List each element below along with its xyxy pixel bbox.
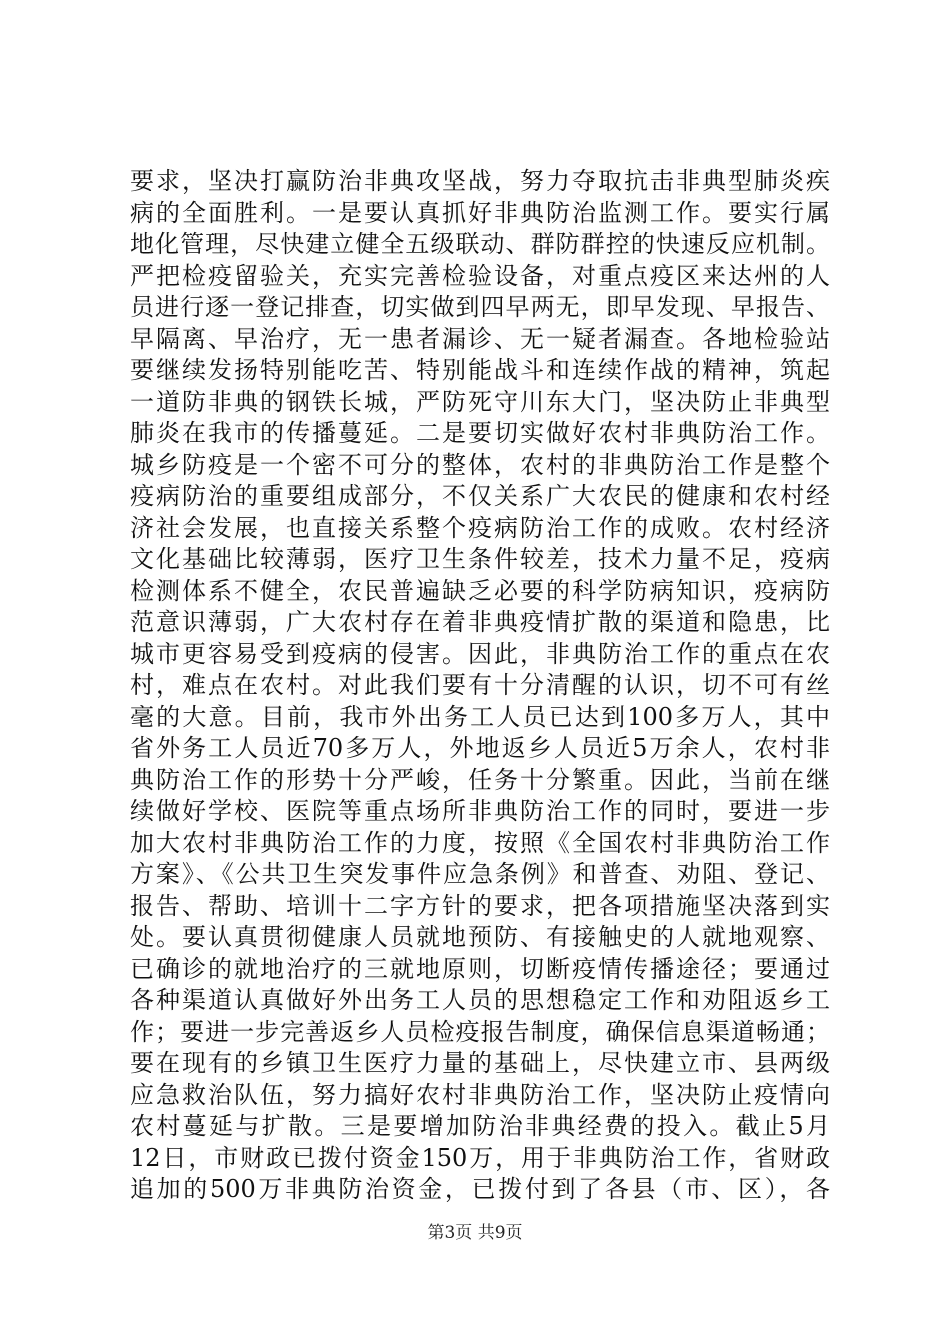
text-line: 已确诊的就地治疗的三就地原则，切断疫情传播途径；要通过: [130, 954, 830, 983]
text-line: 文化基础比较薄弱，医疗卫生条件较差，技术力量不足，疫病: [130, 545, 830, 573]
text-line: 员进行逐一登记排查，切实做到四早两无，即早发现、早报告、: [130, 293, 830, 321]
text-line: 疫病防治的重要组成部分，不仅关系广大农民的健康和农村经: [130, 482, 830, 510]
text-line: 农村蔓延与扩散。三是要增加防治非典经费的投入。截止5月: [130, 1112, 830, 1140]
text-line: 村，难点在农村。对此我们要有十分清醒的认识，切不可有丝: [130, 671, 830, 699]
text-line: 作；要进一步完善返乡人员检疫报告制度，确保信息渠道畅通；: [130, 1017, 830, 1046]
body-text: [130, 166, 830, 1206]
text-line: 要求，坚决打赢防治非典攻坚战，努力夺取抗击非典型肺炎疾: [130, 167, 830, 195]
text-line: 城市更容易受到疫病的侵害。因此，非典防治工作的重点在农: [130, 639, 830, 668]
text-line: 要继续发扬特别能吃苦、特别能战斗和连续作战的精神，筑起: [130, 356, 830, 384]
text-line: 地化管理，尽快建立健全五级联动、群防群控的快速反应机制。: [130, 230, 830, 258]
text-line: 典防治工作的形势十分严峻，任务十分繁重。因此，当前在继: [130, 765, 830, 794]
text-line: 济社会发展，也直接关系整个疫病防治工作的成败。农村经济: [130, 513, 830, 542]
text-line: 续做好学校、医院等重点场所非典防治工作的同时，要进一步: [130, 797, 830, 825]
text-line: 早隔离、早治疗，无一患者漏诊、无一疑者漏查。各地检验站: [130, 324, 830, 353]
text-line: 处。要认真贯彻健康人员就地预防、有接触史的人就地观察、: [130, 923, 830, 951]
text-line: 毫的大意。目前，我市外出务工人员已达到100多万人，其中: [130, 702, 830, 731]
text-line: 方案》、《公共卫生突发事件应急条例》和普查、劝阻、登记、: [130, 860, 830, 888]
text-line: 各种渠道认真做好外出务工人员的思想稳定工作和劝阻返乡工: [130, 986, 830, 1014]
text-line: 追加的500万非典防治资金，已拨付到了各县（市、区），各: [130, 1175, 830, 1203]
text-line: 加大农村非典防治工作的力度，按照《全国农村非典防治工作: [130, 828, 830, 857]
text-line: 检测体系不健全，农民普遍缺乏必要的科学防病知识，疫病防: [130, 576, 830, 605]
text-line: 城乡防疫是一个密不可分的整体，农村的非典防治工作是整个: [130, 450, 830, 479]
text-line: 一道防非典的钢铁长城，严防死守川东大门，坚决防止非典型: [130, 387, 830, 416]
text-line: 12日，市财政已拨付资金150万，用于非典防治工作，省财政: [130, 1143, 830, 1172]
text-line: 严把检疫留验关，充实完善检验设备，对重点疫区来达州的人: [130, 261, 830, 290]
text-line: 范意识薄弱，广大农村存在着非典疫情扩散的渠道和隐患，比: [130, 608, 830, 636]
text-line: 报告、帮助、培训十二字方针的要求，把各项措施坚决落到实: [130, 891, 830, 920]
text-line: 省外务工人员近70多万人，外地返乡人员近5万余人，农村非: [130, 734, 830, 762]
text-line: 肺炎在我市的传播蔓延。二是要切实做好农村非典防治工作。: [130, 419, 830, 447]
page-footer: 第3页 共9页: [427, 1223, 523, 1243]
text-line: 应急救治队伍，努力搞好农村非典防治工作，坚决防止疫情向: [130, 1080, 830, 1109]
text-line: 要在现有的乡镇卫生医疗力量的基础上，尽快建立市、县两级: [130, 1049, 830, 1077]
text-line: 病的全面胜利。一是要认真抓好非典防治监测工作。要实行属: [130, 198, 830, 227]
